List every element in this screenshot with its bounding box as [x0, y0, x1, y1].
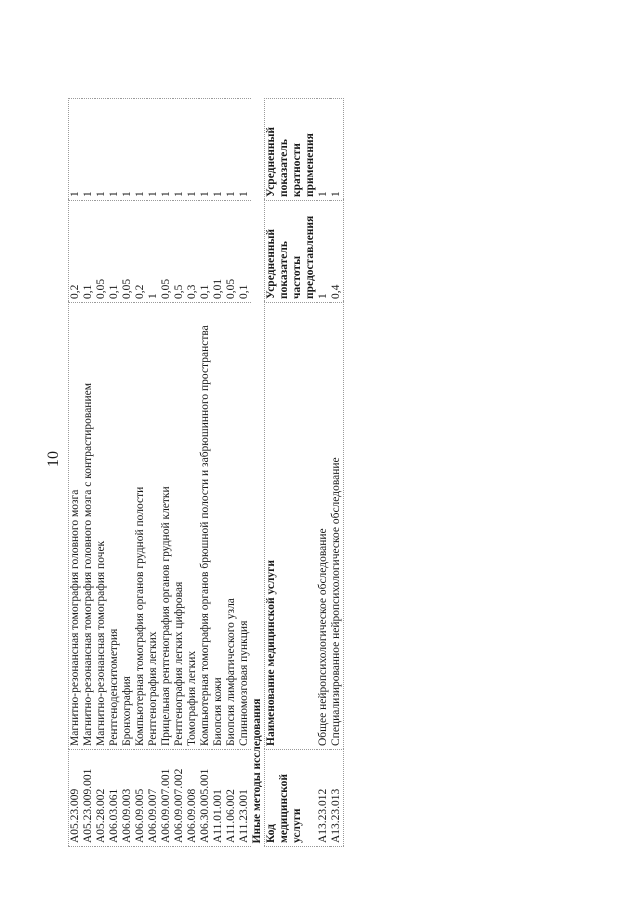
service-code: A06.03.061 [108, 750, 121, 847]
service-name: Магнитно-резонансная томография головного мозга [69, 303, 83, 750]
frequency-value: 0,5 [173, 201, 186, 303]
service-name: Биопсия лимфатического узла [225, 303, 238, 750]
service-name: Магнитно-резонансная томография головного мозга с контрастированием [82, 303, 95, 750]
frequency-value: 0,1 [82, 201, 95, 303]
table-row [173, 99, 186, 847]
header-code: Код медицинской услуги [265, 750, 318, 847]
frequency-value: 0,3 [186, 201, 199, 303]
service-code: A06.09.003 [121, 750, 134, 847]
page-number: 10 [45, 451, 62, 467]
service-name: Магнитно-резонансная томография почек [95, 303, 108, 750]
table-row [160, 99, 173, 847]
header-frequency: Усредненный показатель частоты предоставления [265, 201, 318, 303]
service-code: A13.23.012 [317, 750, 330, 847]
multiplicity-value: 1 [108, 99, 121, 201]
service-code: A11.23.001 [238, 750, 251, 847]
service-code: A06.09.007 [147, 750, 160, 847]
frequency-value: 0,2 [134, 201, 147, 303]
multiplicity-value: 1 [69, 99, 83, 201]
service-name: Компьютерная томография органов брюшной полости и забрюшинного пространства [199, 303, 212, 750]
table-row [95, 99, 108, 847]
service-code: A06.30.005.001 [199, 750, 212, 847]
frequency-value: 0,05 [160, 201, 173, 303]
frequency-value: 0,2 [69, 201, 83, 303]
multiplicity-value: 1 [82, 99, 95, 201]
table-row [69, 99, 83, 847]
service-code: A11.06.002 [225, 750, 238, 847]
service-name: Компьютерная томография органов грудной полости [134, 303, 147, 750]
table-row [147, 99, 160, 847]
multiplicity-value: 1 [317, 99, 330, 201]
table-row [212, 99, 225, 847]
multiplicity-value: 1 [173, 99, 186, 201]
table-row [121, 99, 134, 847]
table-header-row [265, 99, 318, 847]
service-name: Прицельная рентгенография органов грудной клетки [160, 303, 173, 750]
header-multiplicity: Усредненный показатель кратности применения [265, 99, 318, 201]
multiplicity-value: 1 [199, 99, 212, 201]
multiplicity-value: 1 [330, 99, 344, 201]
service-name: Томография легких [186, 303, 199, 750]
multiplicity-value: 1 [121, 99, 134, 201]
service-name: Общее нейропсихологическое обследование [317, 303, 330, 750]
service-code: A13.23.013 [330, 750, 344, 847]
multiplicity-value: 1 [95, 99, 108, 201]
services-table [68, 98, 344, 847]
frequency-value: 0,4 [330, 201, 344, 303]
frequency-value: 0,1 [238, 201, 251, 303]
frequency-value: 1 [147, 201, 160, 303]
multiplicity-value: 1 [225, 99, 238, 201]
service-name: Бронхография [121, 303, 134, 750]
frequency-value: 0,05 [225, 201, 238, 303]
table-row [82, 99, 95, 847]
table-row [317, 99, 330, 847]
service-code: A06.09.005 [134, 750, 147, 847]
table-row [186, 99, 199, 847]
table-row [225, 99, 238, 847]
service-code: A06.09.007.001 [160, 750, 173, 847]
header-name: Наименование медицинской услуги [265, 303, 318, 750]
multiplicity-value: 1 [186, 99, 199, 201]
frequency-value: 0,05 [121, 201, 134, 303]
service-code: A11.01.001 [212, 750, 225, 847]
service-code: A05.28.002 [95, 750, 108, 847]
service-name: Рентгенография легких [147, 303, 160, 750]
frequency-value: 1 [317, 201, 330, 303]
multiplicity-value: 1 [160, 99, 173, 201]
multiplicity-value: 1 [212, 99, 225, 201]
table-row [199, 99, 212, 847]
service-code: A06.09.007.002 [173, 750, 186, 847]
section-row [251, 99, 265, 847]
section-title: Иные методы исследования [251, 698, 263, 844]
service-code: A05.23.009.001 [82, 750, 95, 847]
service-name: Спинномозговая пункция [238, 303, 251, 750]
service-code: A05.23.009 [69, 750, 83, 847]
table-row [134, 99, 147, 847]
frequency-value: 0,01 [212, 201, 225, 303]
table-row [108, 99, 121, 847]
table-row [238, 99, 251, 847]
table-row [330, 99, 344, 847]
service-name: Специализированное нейропсихологическое обследование [330, 303, 344, 750]
multiplicity-value: 1 [134, 99, 147, 201]
frequency-value: 0,1 [108, 201, 121, 303]
service-name: Рентгеноденситометрия [108, 303, 121, 750]
multiplicity-value: 1 [238, 99, 251, 201]
service-name: Рентгенография легких цифровая [173, 303, 186, 750]
service-name: Биопсия кожи [212, 303, 225, 750]
service-code: A06.09.008 [186, 750, 199, 847]
frequency-value: 0,1 [199, 201, 212, 303]
frequency-value: 0,05 [95, 201, 108, 303]
multiplicity-value: 1 [147, 99, 160, 201]
